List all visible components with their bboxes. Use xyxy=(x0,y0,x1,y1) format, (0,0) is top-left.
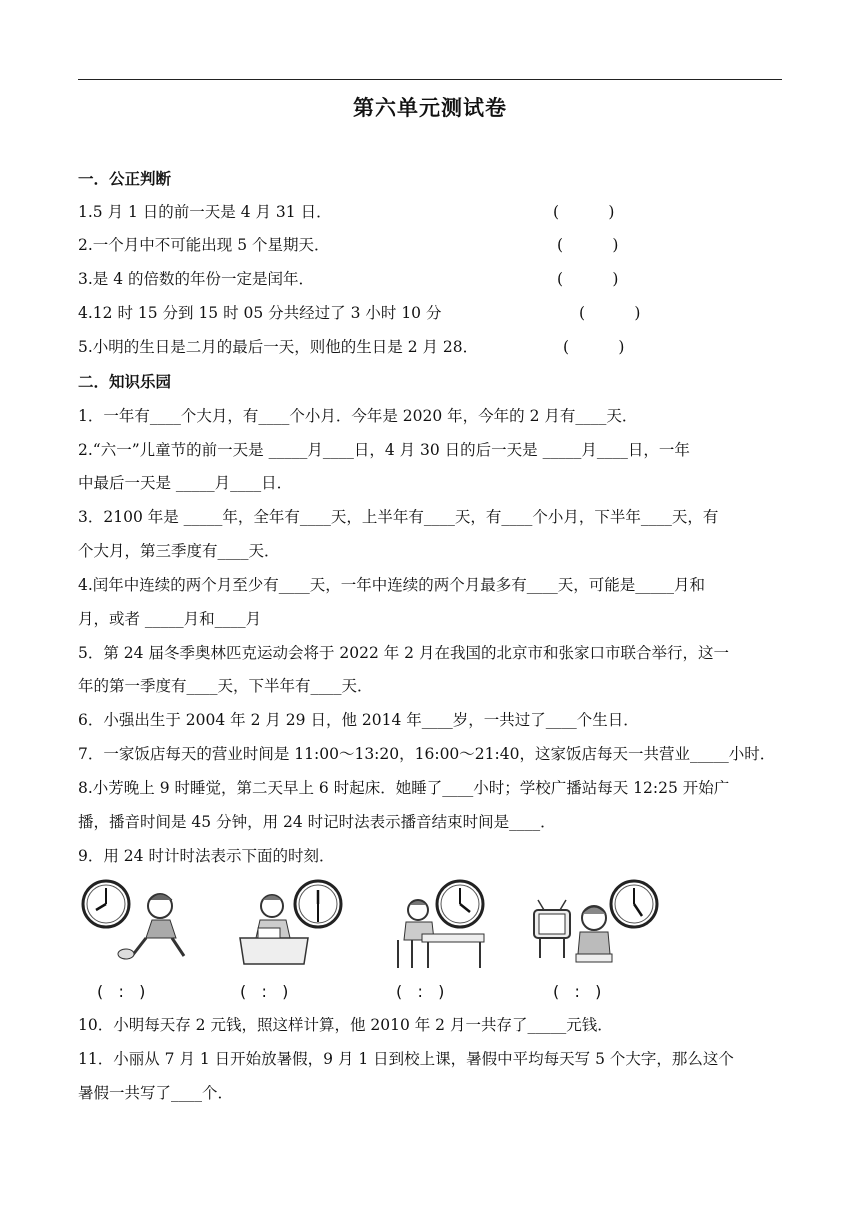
judgement-item-1: 1.5 月 1 日的前一天是 4 月 31 日． xyxy=(78,203,332,221)
judgement-item-2: 2.一个月中不可能出现 5 个星期天． xyxy=(78,236,330,254)
clock-illustration-boy-studying xyxy=(236,876,356,975)
answer-paren-5[interactable]: ( ) xyxy=(563,338,625,356)
answer-paren-1[interactable]: ( ) xyxy=(553,203,615,221)
judgement-item-3: 3.是 4 的倍数的年份一定是闰年． xyxy=(78,270,315,288)
time-answer-1[interactable]: ( : ) xyxy=(97,982,146,1001)
answer-paren-2[interactable]: ( ) xyxy=(557,236,619,254)
question-line: 播，播音时间是 45 分钟，用 24 时记时法表示播音结束时间是____． xyxy=(78,813,556,831)
judgement-item-5: 5.小明的生日是二月的最后一天，则他的生日是 2 月 28． xyxy=(78,338,479,356)
question-line: 10．小明每天存 2 元钱，照这样计算，他 2010 年 2 月一共存了_____元钱． xyxy=(78,1016,613,1034)
question-line: 月，或者 _____月和____月 xyxy=(78,610,262,628)
clock-illustration-boy-at-desk xyxy=(392,876,492,975)
judgement-item-4: 4.12 时 15 分到 15 时 05 分共经过了 3 小时 10 分 xyxy=(78,304,442,322)
question-line: 中最后一天是 _____月____日． xyxy=(78,474,293,492)
answer-paren-3[interactable]: ( ) xyxy=(557,270,619,288)
clock-illustration-girl-watching-tv xyxy=(530,876,660,975)
question-line: 3．2100 年是 _____年，全年有____天，上半年有____天，有____个小月，下半年____天，有 xyxy=(78,508,719,526)
question-line: 4.闰年中连续的两个月至少有____天，一年中连续的两个月最多有____天，可能是_____月和 xyxy=(78,576,706,594)
question-line: 9．用 24 时计时法表示下面的时刻． xyxy=(78,847,335,865)
question-line: 暑假一共写了____个． xyxy=(78,1084,234,1102)
question-line: 8.小芳晚上 9 时睡觉，第二天早上 6 时起床．她睡了____小时；学校广播站每天 12:25 开始广 xyxy=(78,779,730,797)
question-line: 个大月，第三季度有____天． xyxy=(78,542,280,560)
answer-paren-4[interactable]: ( ) xyxy=(579,304,641,322)
section-heading-knowledge: 二．知识乐园 xyxy=(78,373,172,391)
question-line: 年的第一季度有____天，下半年有____天． xyxy=(78,677,373,695)
time-answer-2[interactable]: ( : ) xyxy=(240,982,289,1001)
section-heading-judgement: 一．公正判断 xyxy=(78,170,172,188)
clock-illustration-running-boy xyxy=(80,876,200,970)
question-line: 11．小丽从 7 月 1 日开始放暑假，9 月 1 日到校上课，暑假中平均每天写 5 个大字，那么这个 xyxy=(78,1050,734,1068)
header-rule xyxy=(78,79,782,80)
question-line: 5．第 24 届冬季奥林匹克运动会将于 2022 年 2 月在我国的北京市和张家口市联合举行，这一 xyxy=(78,644,729,662)
question-line: 1．一年有____个大月，有____个小月．今年是 2020 年，今年的 2 月有____天． xyxy=(78,407,638,425)
question-line: 6．小强出生于 2004 年 2 月 29 日，他 2014 年____岁，一共过了____个生日． xyxy=(78,711,639,729)
time-answer-3[interactable]: ( : ) xyxy=(396,982,445,1001)
page-title: 第六单元测试卷 xyxy=(353,96,507,120)
question-line: 7．一家饭店每天的营业时间是 11:00～13:20，16:00～21:40，这家饭店每天一共营业_____小时． xyxy=(78,745,776,763)
time-answer-4[interactable]: ( : ) xyxy=(553,982,602,1001)
question-line: 2.“六一”儿童节的前一天是 _____月____日，4 月 30 日的后一天是 _____月____日，一年 xyxy=(78,441,690,459)
